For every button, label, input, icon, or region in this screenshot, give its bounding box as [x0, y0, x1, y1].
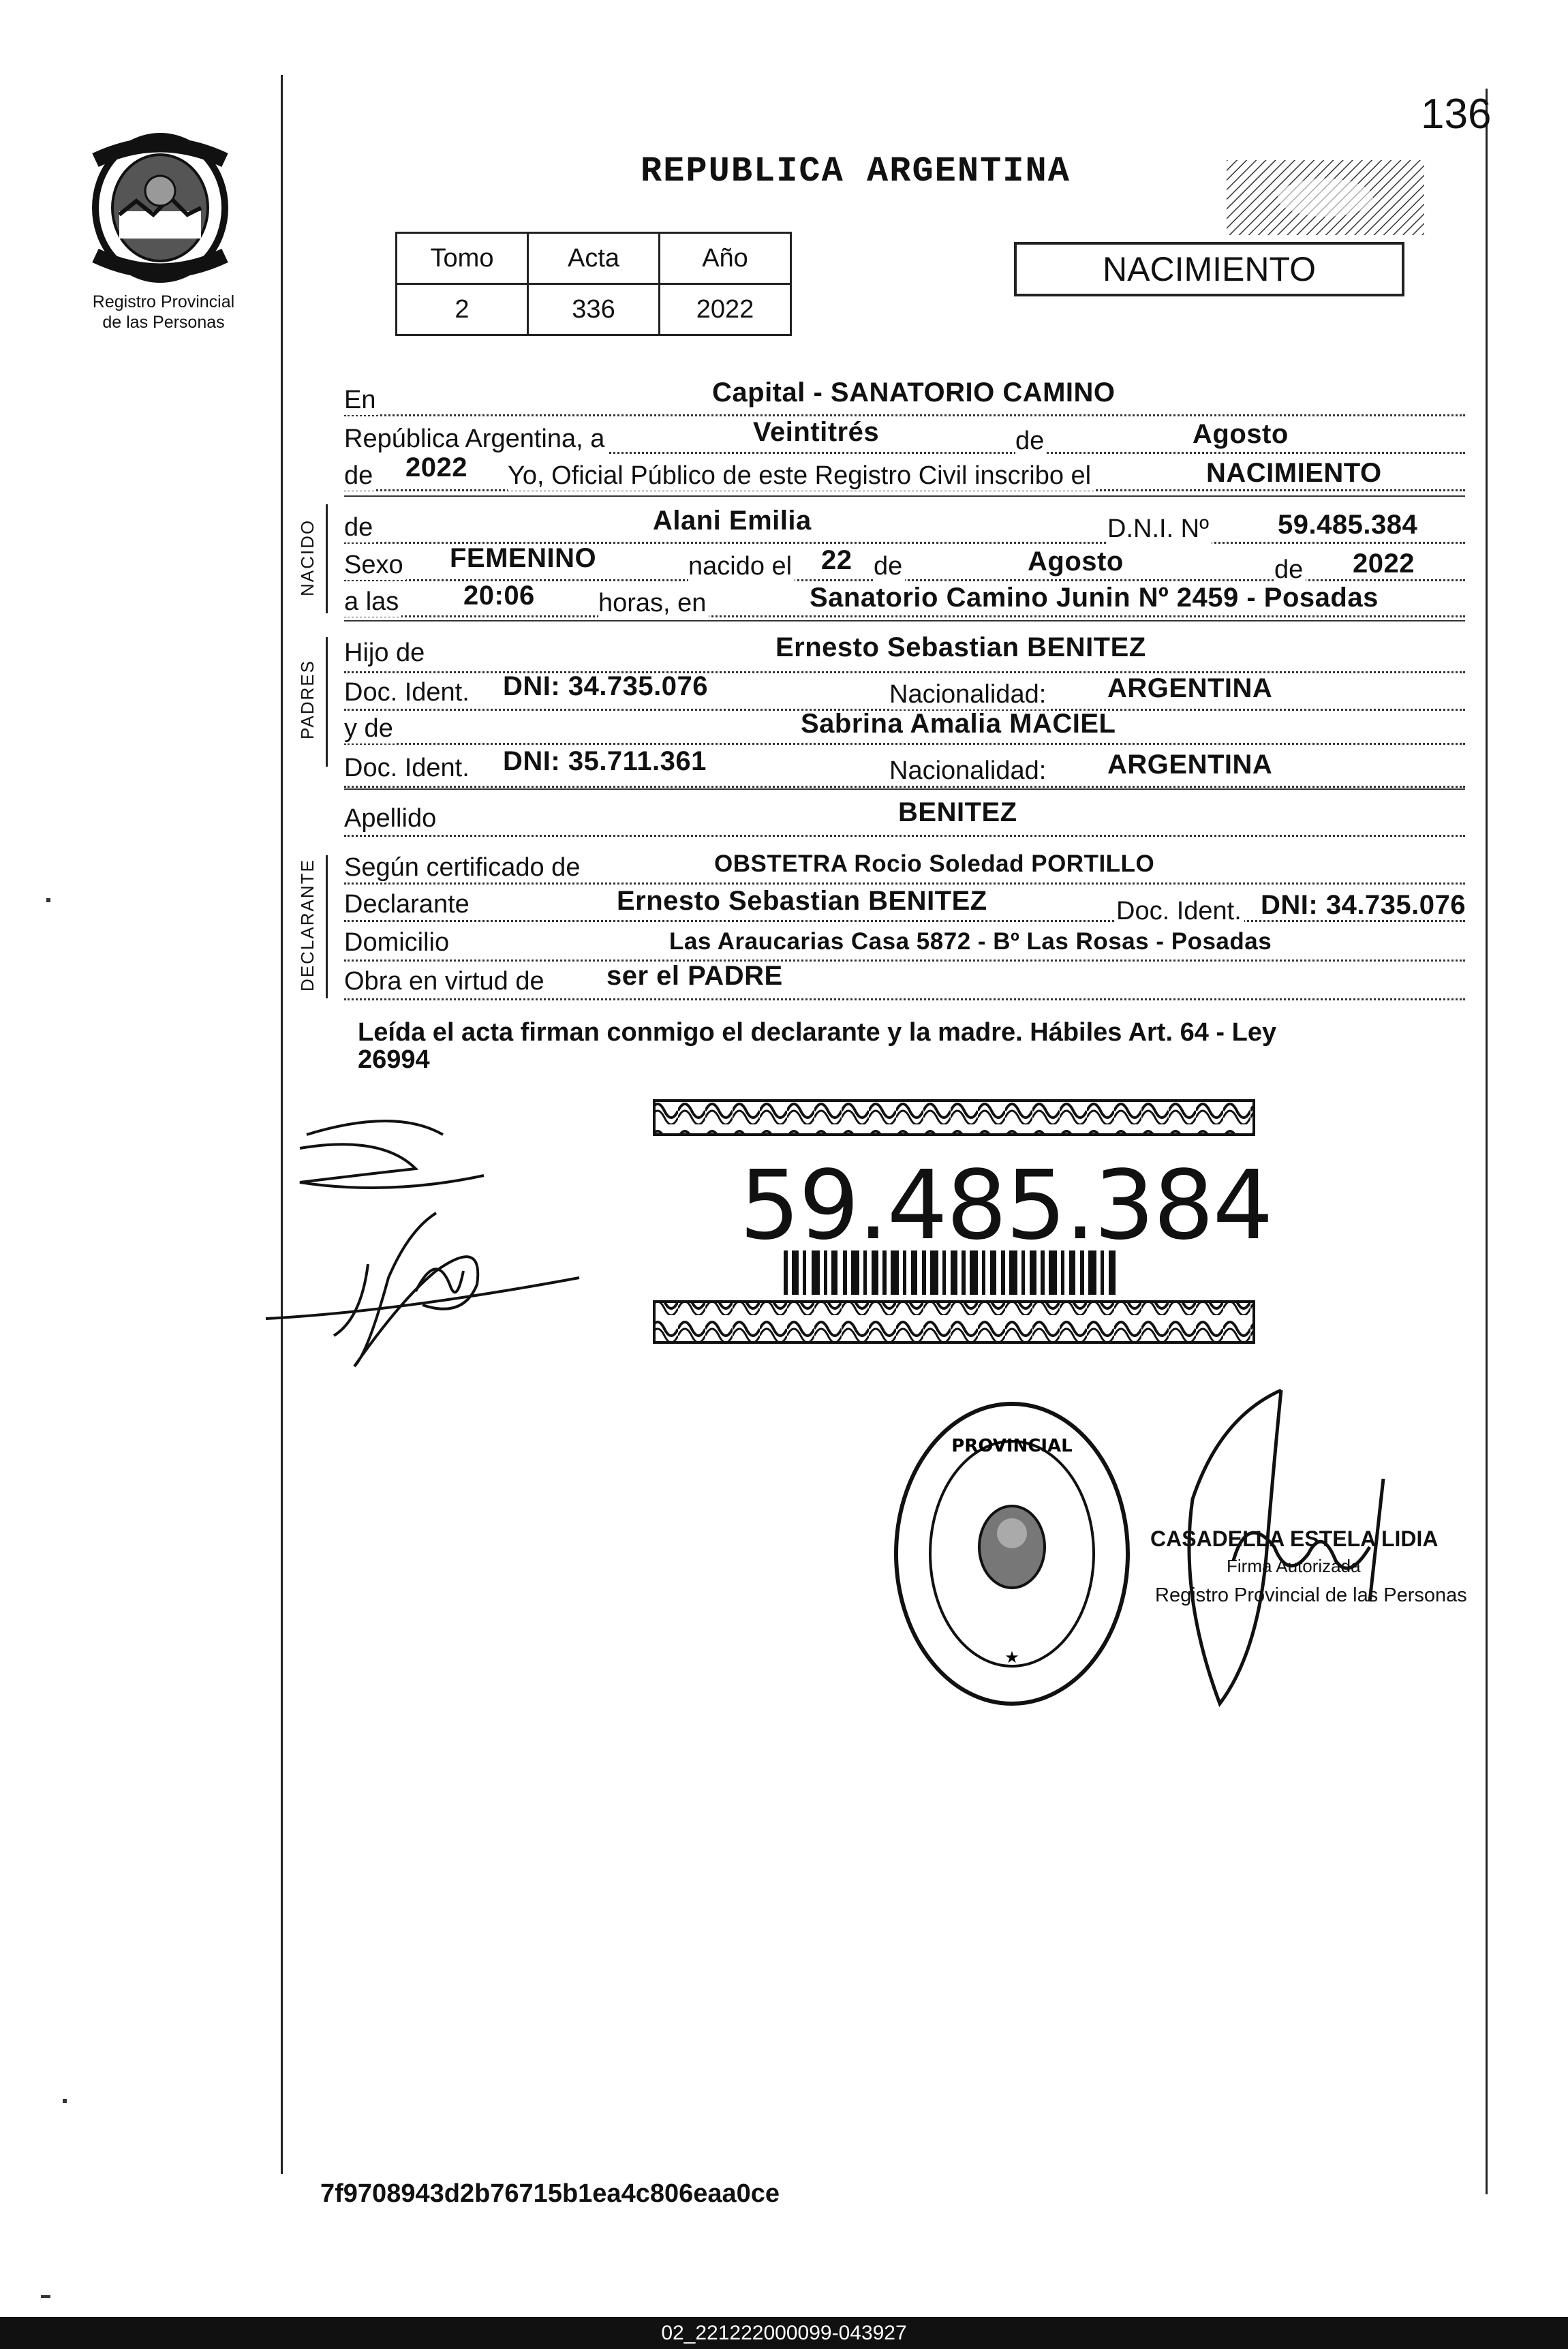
label-y-de: y de: [344, 714, 396, 743]
label-sexo: Sexo: [344, 551, 406, 580]
value-decl-doc: DNI: 34.735.076: [1261, 890, 1466, 920]
province-logo: [85, 133, 235, 283]
table-header-tomo: Tomo: [397, 233, 528, 284]
label-apellido: Apellido: [344, 804, 439, 833]
table-header-acta: Acta: [528, 233, 660, 284]
section-declarante: DECLARANTE: [297, 859, 318, 992]
closing-statement: [358, 1019, 1475, 1073]
label-domicilio: Domicilio: [344, 928, 452, 957]
label-a-las: a las: [344, 587, 401, 617]
section-padres: PADRES: [297, 660, 318, 739]
label-de2: de: [344, 461, 375, 491]
value-month: Agosto: [1193, 419, 1289, 449]
value-place: Sanatorio Camino Junin Nº 2459 - Posadas: [810, 583, 1379, 613]
logo-caption: [68, 292, 259, 333]
value-en: Capital - SANATORIO CAMINO: [712, 378, 1116, 408]
label-en: En: [344, 386, 378, 415]
label-obra: Obra en virtud de: [344, 967, 547, 996]
label-cert: Según certificado de: [344, 853, 583, 882]
value-obra: ser el PADRE: [606, 961, 783, 991]
value-domicilio: Las Araucarias Casa 5872 - Bº Las Rosas - Posadas: [669, 928, 1272, 955]
value-father-doc: DNI: 34.735.076: [503, 671, 709, 701]
value-mother-nac: ARGENTINA: [1107, 750, 1273, 780]
label-declarante: Declarante: [344, 890, 472, 919]
value-cert: OBSTETRA Rocio Soledad PORTILLO: [714, 850, 1155, 877]
nacido-bracket: [326, 504, 328, 613]
separator-line: [344, 495, 1465, 497]
padres-bracket: [326, 637, 328, 767]
id-number: 59.485.384: [739, 1150, 1272, 1261]
value-dni: 59.485.384: [1278, 510, 1418, 540]
label-mother-nac: Nacionalidad:: [889, 756, 1049, 786]
official-name: CASADELLA ESTELA LIDIA: [1150, 1526, 1439, 1551]
value-day: Veintitrés: [753, 417, 880, 447]
value-mother: Sabrina Amalia MACIEL: [801, 709, 1116, 739]
label-father-nac: Nacionalidad:: [889, 680, 1049, 709]
table-value-acta: 336: [528, 284, 660, 335]
official-seal: [889, 1397, 1135, 1710]
declarant-signature: [259, 1094, 586, 1380]
official-title: Firma Autorizada: [1227, 1556, 1361, 1576]
value-declarante: Ernesto Sebastian BENITEZ: [617, 886, 987, 916]
value-event: NACIMIENTO: [1206, 458, 1382, 488]
value-sexo: FEMENINO: [450, 543, 597, 573]
document-hash: 7f9708943d2b76715b1ea4c806eaa0ce: [320, 2179, 780, 2208]
label-father-doc: Doc. Ident.: [344, 678, 472, 707]
security-hologram: [1227, 160, 1424, 235]
separator-line-padres: [344, 788, 1465, 790]
value-year: 2022: [405, 452, 467, 482]
id-sticker: [651, 1097, 1272, 1349]
table-value-ano: 2022: [660, 284, 791, 335]
value-apellido: BENITEZ: [898, 797, 1017, 827]
label-de-month: de: [874, 552, 905, 581]
doc-type-box: [1014, 242, 1404, 296]
label-horas: horas, en: [598, 589, 709, 618]
label-nacido-de: de: [344, 513, 375, 542]
record-table: [395, 232, 792, 336]
logo-caption-line2: de las Personas: [102, 313, 225, 332]
closing-line1: Leída el acta firman conmigo el declarante y la madre. Hábiles Art. 64 - Ley: [358, 1018, 1277, 1047]
right-margin-line: [1486, 89, 1488, 2194]
svg-text:★: ★: [1004, 1648, 1019, 1667]
closing-line2: 26994: [358, 1045, 430, 1074]
footer-code: 02_221222000099-043927: [661, 2322, 907, 2344]
page-title: REPUBLICA ARGENTINA: [641, 151, 1071, 191]
label-nacido-el: nacido el: [688, 552, 795, 581]
scan-mark: [46, 898, 50, 902]
official-org: Registro Provincial de las Personas: [1155, 1584, 1467, 1606]
doc-type-label: NACIMIENTO: [1103, 250, 1316, 288]
page-number: 136: [1421, 91, 1492, 138]
label-decl-doc: Doc. Ident.: [1116, 897, 1244, 926]
value-time: 20:06: [463, 581, 535, 611]
label-republica: República Argentina, a: [344, 425, 607, 454]
label-dni: D.N.I. Nº: [1107, 515, 1212, 544]
svg-text:PROVINCIAL: PROVINCIAL: [951, 1436, 1073, 1456]
table-value-tomo: 2: [397, 284, 528, 335]
value-father: Ernesto Sebastian BENITEZ: [775, 632, 1146, 662]
scan-mark: [63, 2099, 67, 2103]
scan-mark: [41, 2295, 50, 2298]
declarante-bracket: [326, 855, 328, 998]
value-birth-year: 2022: [1353, 549, 1415, 579]
logo-caption-line1: Registro Provincial: [92, 292, 235, 311]
label-de-year: de: [1274, 555, 1306, 585]
table-header-ano: Año: [660, 233, 791, 284]
label-yo: Yo, Oficial Público de este Registro Civil inscribo el: [508, 461, 1094, 491]
label-hijo-de: Hijo de: [344, 639, 427, 668]
value-birth-day: 22: [821, 545, 852, 575]
value-birth-month: Agosto: [1028, 547, 1124, 577]
value-father-nac: ARGENTINA: [1107, 673, 1273, 703]
value-name: Alani Emilia: [653, 506, 812, 536]
label-mother-doc: Doc. Ident.: [344, 754, 472, 783]
separator-line-nacido: [344, 620, 1465, 621]
value-mother-doc: DNI: 35.711.361: [503, 746, 707, 776]
section-nacido: NACIDO: [297, 519, 318, 596]
footer-bar: [0, 2317, 1568, 2349]
label-de: de: [1015, 427, 1047, 456]
